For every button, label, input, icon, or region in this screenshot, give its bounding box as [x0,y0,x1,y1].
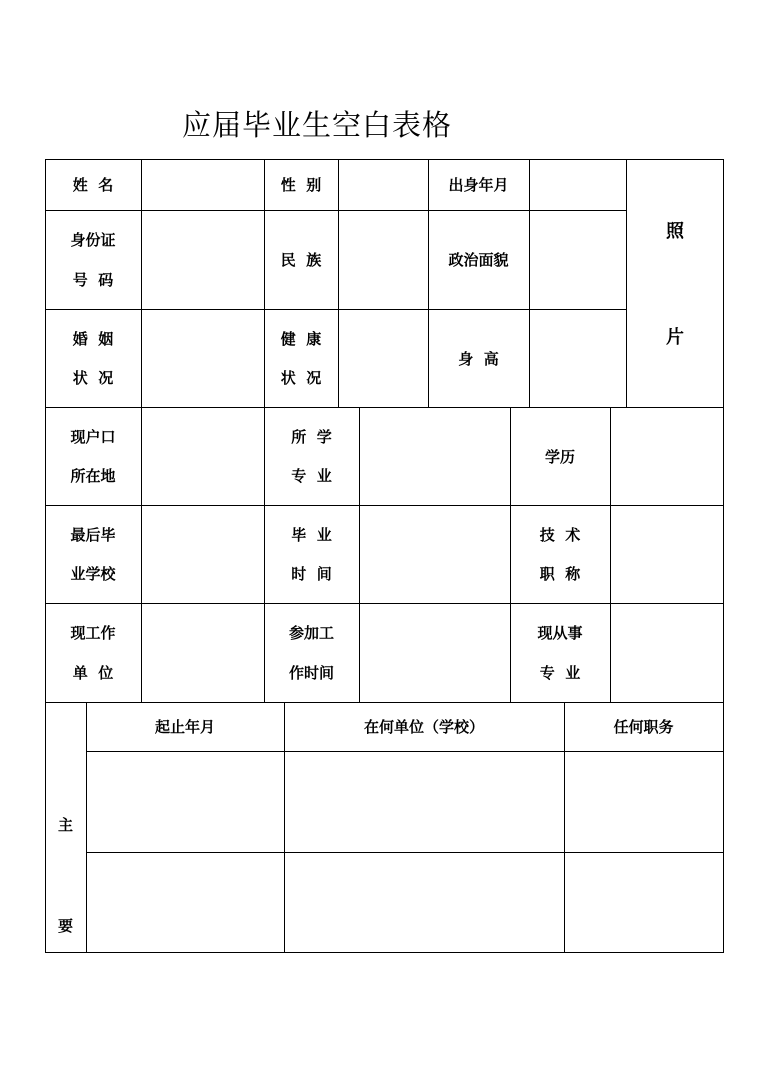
photo-label-1: 照 [666,221,684,242]
height-field[interactable] [530,309,626,407]
current-major-field[interactable] [611,603,723,702]
table-border-right [723,159,724,953]
graduation-time-label: 毕 业 时 间 [291,526,332,583]
gender-label: 性 别 [280,176,322,194]
marital-status-field[interactable] [142,309,264,407]
name-field[interactable] [142,159,264,210]
major-field[interactable] [360,407,510,505]
id-number-label: 身份证 号 码 [70,231,116,289]
id-number-field[interactable] [142,210,264,309]
birth-date-label: 出身年月 [448,176,509,194]
political-status-label: 政治面貌 [448,251,509,269]
history-row-2-unit[interactable] [285,853,564,952]
current-major-label: 现从事 专 业 [537,624,583,682]
education-field[interactable] [611,407,723,505]
history-row-1-unit[interactable] [285,752,564,852]
history-col-period: 起止年月 [154,718,215,736]
history-row-1-position[interactable] [565,752,723,852]
graduation-time-field[interactable] [360,505,510,603]
name-label: 姓 名 [72,176,114,194]
history-col-position: 任何职务 [613,718,674,736]
current-work-unit-label: 现工作 单 位 [70,624,116,682]
education-label: 学历 [544,447,575,466]
current-work-unit-field[interactable] [142,603,264,702]
photo-label-2: 片 [666,327,684,348]
height-label: 身 高 [458,349,499,368]
technical-title-label: 技 术 职 称 [539,526,581,583]
major-label: 所 学 专 业 [291,428,332,485]
work-start-time-label: 参加工 作时间 [288,624,334,682]
birth-date-field[interactable] [530,159,626,210]
history-col-unit: 在何单位（学校） [363,718,484,736]
work-start-time-field[interactable] [360,603,510,702]
gender-field[interactable] [339,159,428,210]
residence-field[interactable] [142,407,264,505]
photo-box[interactable] [627,159,723,407]
marital-status-label: 婚 姻 状 况 [72,330,114,387]
ethnicity-label: 民 族 [280,251,322,269]
health-status-field[interactable] [339,309,428,407]
residence-label: 现户口 所在地 [70,428,116,485]
history-row-1-period[interactable] [87,752,284,852]
political-status-field[interactable] [530,210,626,309]
history-side-label: 主 要 [57,816,73,935]
history-row-2-period[interactable] [87,853,284,952]
health-status-label: 健 康 状 况 [280,330,322,387]
graduated-school-label: 最后毕 业学校 [70,526,116,583]
ethnicity-field[interactable] [339,210,428,309]
history-row-2-position[interactable] [565,853,723,952]
table-border-bottom [45,952,724,953]
graduated-school-field[interactable] [142,505,264,603]
technical-title-field[interactable] [611,505,723,603]
page-title: 应届毕业生空白表格 [182,108,453,142]
